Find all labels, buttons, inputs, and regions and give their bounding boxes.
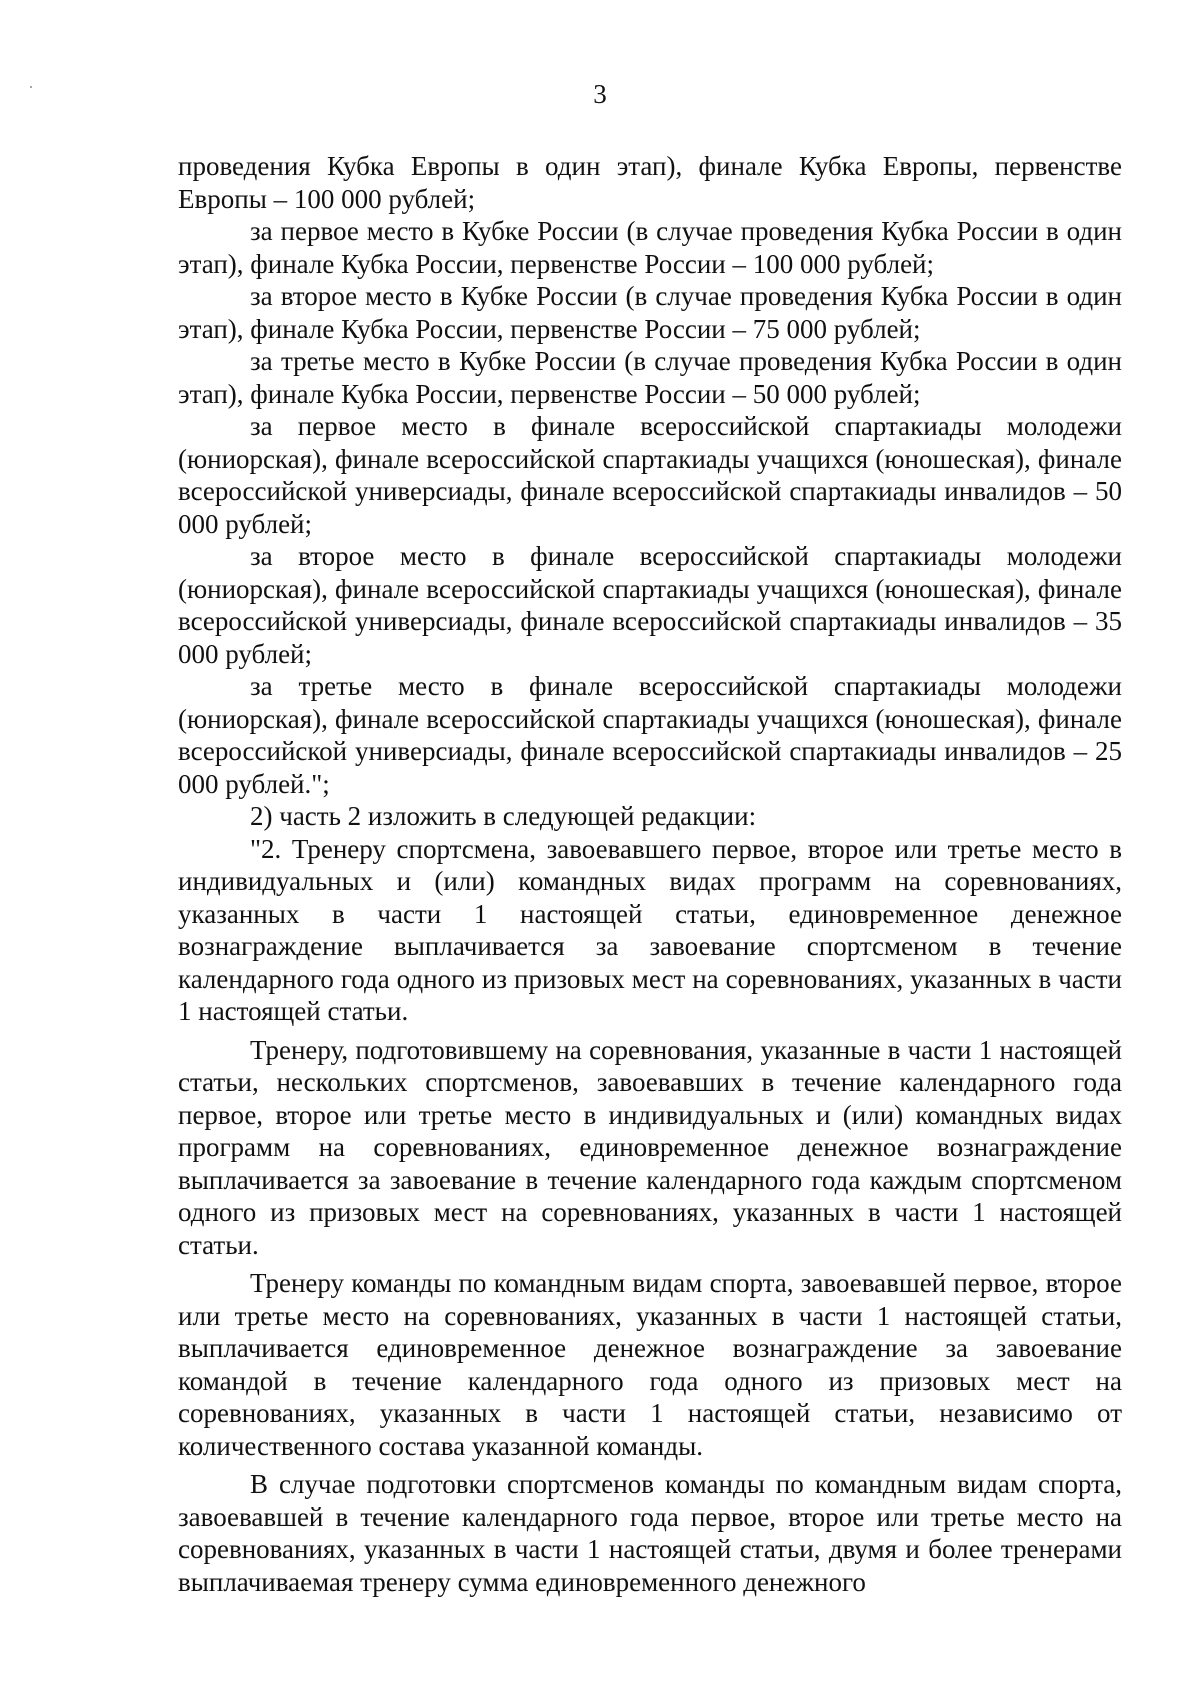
paragraph-russia-cup-third: за третье место в Кубке России (в случае проведения Кубка России в один этап), финале Кубка России, первенстве России – 50 000 рублей; [178,346,1122,409]
paragraph-europe-continuation: проведения Кубка Европы в один этап), финале Кубка Европы, первенстве Европы – 100 000 рублей; [178,151,1122,214]
page-number: 3 [593,79,607,109]
paragraph-part-2-amendment: 2) часть 2 изложить в следующей редакции: [250,801,757,831]
paragraph-coach-individual: "2. Тренеру спортсмена, завоевавшего первое, второе или третье место в индивидуальных и (или) командных видах программ на соревнованиях, указанных в части 1 настоящей статьи, единовременное денежное вознаграждение выплачивается за завоевание спортсменом в течение календарного года одного из призовых мест на соревнованиях, указанных в части 1 настоящей статьи. [178,833,1122,1026]
paragraph-spartakiad-first: за первое место в финале всероссийской спартакиады молодежи (юниорская), финале всероссийской спартакиады учащихся (юношеская), финале всероссийской универсиады, финале всероссийской спартакиады инвалидов – 50 000 рублей; [178,411,1122,539]
paragraph-coach-multiple-athletes: Тренеру, подготовившему на соревнования, указанные в части 1 настоящей статьи, нескольких спортсменов, завоевавших в течение календарного года первое, второе или третье место в индивидуальных и (или) командных видах программ на соревнованиях, единовременное денежное вознаграждение выплачивается за завоевание в течение календарного года каждым спортсменом одного из призовых мест на соревнованиях, указанных в части 1 настоящей статьи. [178,1034,1122,1260]
paragraph-russia-cup-first: за первое место в Кубке России (в случае проведения Кубка России в один этап), финале Кубка России, первенстве России – 100 000 рублей; [178,216,1122,279]
paragraph-spartakiad-second: за второе место в финале всероссийской спартакиады молодежи (юниорская), финале всероссийской спартакиады учащихся (юношеская), финале всероссийской универсиады, финале всероссийской спартакиады инвалидов – 35 000 рублей; [178,541,1122,669]
paragraph-coach-team: Тренеру команды по командным видам спорта, завоевавшей первое, второе или третье место на соревнованиях, указанных в части 1 настоящей статьи, выплачивается единовременное денежное вознаграждение за завоевание командой в течение календарного года одного из призовых мест на соревнованиях, указанных в части 1 настоящей статьи, независимо от количественного состава указанной команды. [178,1268,1122,1461]
document-body [178,150,1122,1598]
paragraph-spartakiad-third: за третье место в финале всероссийской спартакиады молодежи (юниорская), финале всероссийской спартакиады учащихся (юношеская), финале всероссийской универсиады, финале всероссийской спартакиады инвалидов – 25 000 рублей."; [178,671,1122,799]
paragraph-multiple-coaches: В случае подготовки спортсменов команды по командным видам спорта, завоевавшей в течение календарного года первое, второе или третье место на соревнованиях, указанных в части 1 настоящей статьи, двумя и более тренерами выплачиваемая тренеру сумма единовременного денежного [178,1469,1122,1597]
paragraph-russia-cup-second: за второе место в Кубке России (в случае проведения Кубка России в один этап), финале Кубка России, первенстве России – 75 000 рублей; [178,281,1122,344]
